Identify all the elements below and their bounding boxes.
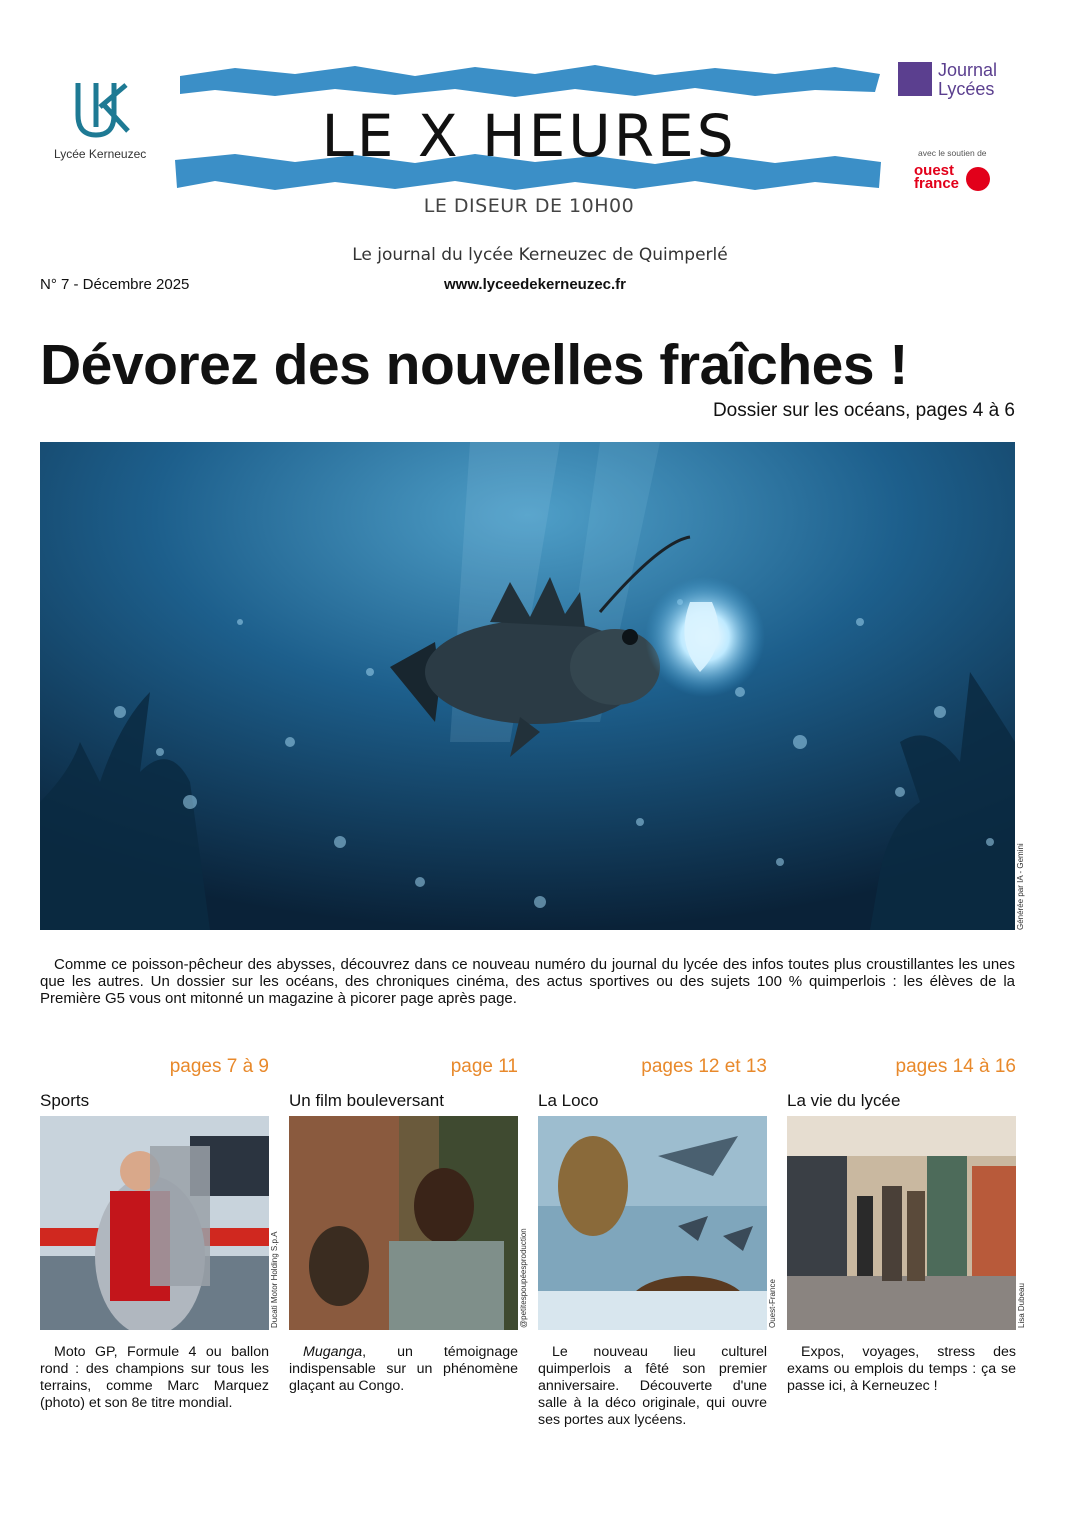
tagline: Le journal du lycée Kerneuzec de Quimperlé [352, 245, 728, 265]
teaser-text [289, 1344, 518, 1395]
masthead-title: LE X HEURES [321, 102, 737, 170]
teaser-vie-du-lycee-credit: Lisa Dubeau [1017, 1283, 1026, 1328]
jdl-text-2: Lycées [938, 79, 995, 99]
teaser-section: La vie du lycée [787, 1091, 901, 1110]
teaser-vie-du-lycee[interactable] [787, 1056, 1016, 1395]
ouest-france-text-2: france [914, 175, 960, 192]
ouest-france-text-1: ouest [914, 162, 955, 179]
teaser-section: Sports [40, 1091, 90, 1110]
teaser-la-loco-credit: Ouest-France [768, 1279, 777, 1328]
main-headline: Dévorez des nouvelles fraîches ! [40, 333, 908, 397]
teaser-pages: pages 12 et 13 [641, 1056, 767, 1077]
teaser-pages: pages 7 à 9 [169, 1056, 269, 1077]
teaser-image-la-loco [538, 1116, 767, 1330]
teaser-image-lycee [787, 1116, 1016, 1330]
teaser-section: Un film bouleversant [289, 1091, 444, 1110]
teaser-image-muganga [289, 1116, 518, 1330]
teaser-sports-credit: Ducati Motor Holding S.p.A [270, 1231, 279, 1328]
teaser-pages: page 11 [450, 1056, 518, 1077]
hero-image-anglerfish [40, 442, 1015, 930]
jdl-mark-icon [898, 62, 932, 96]
teaser-film[interactable] [289, 1056, 518, 1395]
headline-kicker: Dossier sur les océans, pages 4 à 6 [712, 400, 1015, 421]
journal-des-lycees-logo [898, 60, 1018, 104]
ouest-france-text [914, 164, 959, 190]
issue-number: N° 7 - Décembre 2025 [40, 276, 190, 293]
ouest-france-logo [914, 164, 994, 194]
hero-image-credit: Générée par IA - Gemini [1016, 843, 1025, 930]
masthead-subtitle: LE DISEUR DE 10H00 [423, 195, 635, 217]
teaser-la-loco[interactable] [538, 1056, 767, 1429]
uk-monogram-icon [50, 75, 140, 145]
teaser-pages: pages 14 à 16 [895, 1056, 1016, 1077]
teaser-text: Expos, voyages, stress des exams ou emplois du temps : ça se passe ici, à Kerneuzec ! [787, 1344, 1016, 1394]
lead-paragraph: Comme ce poisson-pêcheur des abysses, découvrez dans ce nouveau numéro du journal du lycée des infos toutes plus croustillantes les unes que les autres. Un dossier sur les océans, des chroniques cinéma, des actus sportives ou des sujets 100 % quimperlois : les élèves de la Première G5 vous ont mitonné un magazine à picorer page après page. [40, 956, 1015, 1007]
teaser-text: Le nouveau lieu culturel quimperlois a fêté son premier anniversaire. Découverte d'une salle à la déco originale, qui ouvre ses portes aux lycéens. [538, 1344, 767, 1428]
soutien-text: avec le soutien de [918, 148, 987, 158]
lycee-kerneuzec-logo [50, 75, 160, 175]
teaser-film-credit: @petitespoupéesproduction [519, 1228, 528, 1328]
ouest-france-circle-icon [966, 167, 990, 191]
film-text: , un témoignage indispensable sur un phénomène glaçant au Congo. [289, 1344, 518, 1394]
teaser-text: Moto GP, Formule 4 ou ballon rond : des champions sur tous les terrains, comme Marc Marquez (photo) et son 8e titre mondial. [40, 1344, 269, 1411]
film-title: Muganga [303, 1344, 363, 1360]
teaser-section: La Loco [538, 1091, 599, 1110]
website-link[interactable]: www.lyceedekerneuzec.fr [443, 276, 627, 293]
masthead [175, 62, 883, 217]
teaser-sports[interactable] [40, 1056, 269, 1412]
jdl-text-1: Journal [938, 60, 998, 80]
teaser-image-motogp [40, 1116, 269, 1330]
lycee-logo-text: Lycée Kerneuzec [54, 147, 147, 161]
